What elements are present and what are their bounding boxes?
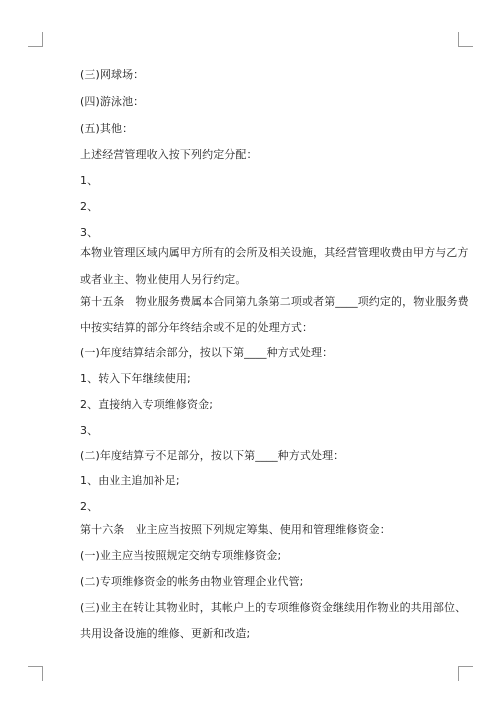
text-line: 共用设备设施的维修、更新和改造; (80, 627, 251, 640)
text-line: (四)游泳池： (80, 95, 145, 108)
text-line: (二)专项维修资金的帐务由物业管理企业代管; (80, 575, 304, 588)
text-line: 2、 (80, 200, 99, 213)
crop-mark-top-right (458, 32, 473, 47)
text-line: (一)业主应当按照规定交纳专项维修资金; (80, 549, 282, 562)
text-line: 1、由业主追加补足; (80, 474, 180, 487)
text-line: 3、 (80, 424, 99, 437)
text-line: 第十六条 业主应当按照下列规定筹集、使用和管理维修资金： (80, 523, 391, 536)
crop-mark-bottom-right (458, 666, 473, 681)
text-line: 1、 (80, 174, 99, 187)
text-line: 3、 (80, 226, 99, 239)
text-line: 上述经营管理收入按下列约定分配： (80, 148, 258, 161)
text-line: 2、直接纳入专项维修资金; (80, 398, 214, 411)
text-line: 第十五条 物业服务费属本合同第九条第二项或者第____项约定的，物业服务费 (80, 295, 469, 308)
crop-mark-top-left (28, 32, 43, 47)
text-line: 中按实结算的部分年终结余或不足的处理方式： (80, 321, 314, 334)
text-line: 或者业主、物业使用人另行约定。 (80, 273, 247, 286)
text-line: (三)业主在转让其物业时，其帐户上的专项维修资金继续用作物业的共用部位、 (80, 601, 467, 614)
text-line: (三)网球场： (80, 68, 145, 81)
text-line: 1、转入下年继续使用; (80, 372, 191, 385)
crop-mark-bottom-left (28, 666, 43, 681)
text-line: 本物业管理区域内属甲方所有的会所及相关设施，其经营管理收费由甲方与乙方 (80, 246, 469, 259)
text-line: 2、 (80, 500, 99, 513)
text-line: (五)其他： (80, 122, 134, 135)
text-line: (二)年度结算亏不足部分，按以下第____种方式处理： (80, 449, 345, 462)
text-line: (一)年度结算结余部分，按以下第____种方式处理： (80, 346, 334, 359)
